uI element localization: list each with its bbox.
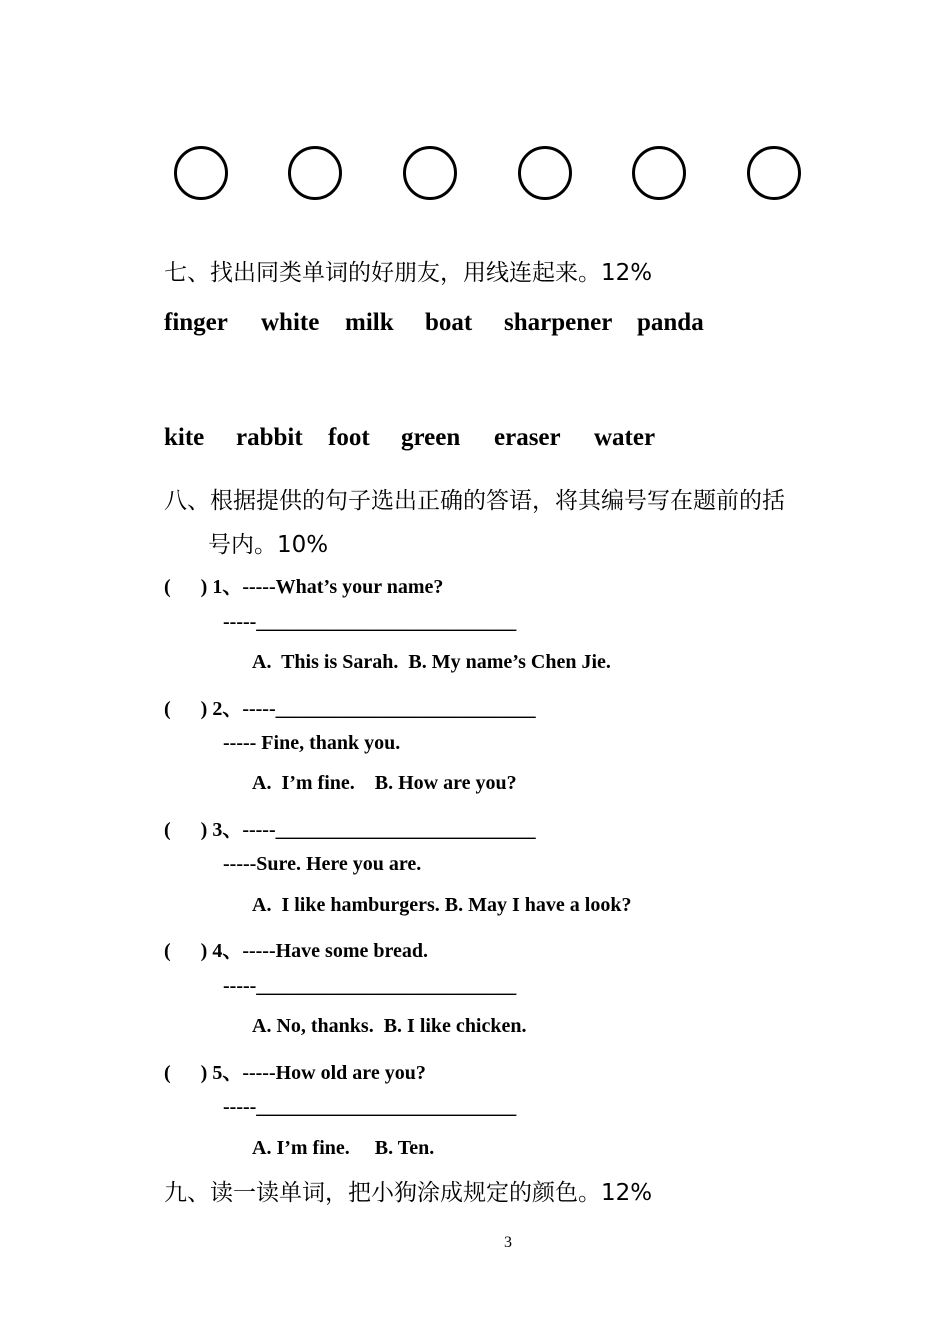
word: kite bbox=[164, 424, 205, 451]
answer-line: -----__________________________ bbox=[223, 611, 517, 633]
section9-heading: 九、读一读单词，把小狗涂成规定的颜色。12% bbox=[164, 1180, 653, 1206]
answer-line: -----__________________________ bbox=[223, 1096, 517, 1118]
word: sharpener bbox=[504, 309, 613, 336]
answer-circle bbox=[747, 146, 801, 200]
options: A. I like hamburgers. B. May I have a look? bbox=[252, 894, 632, 916]
word: eraser bbox=[494, 424, 561, 451]
word: white bbox=[261, 309, 320, 336]
options: A. This is Sarah. B. My name’s Chen Jie. bbox=[252, 651, 611, 673]
section7-heading: 七、找出同类单词的好朋友，用线连起来。12% bbox=[164, 260, 653, 286]
section8-heading: 八、根据提供的句子选出正确的答语，将其编号写在题前的括 bbox=[164, 488, 785, 514]
options: A. I’m fine. B. How are you? bbox=[252, 772, 517, 794]
section8-heading-cont: 号内。10% bbox=[208, 532, 329, 558]
word: foot bbox=[328, 424, 370, 451]
word: panda bbox=[637, 309, 704, 336]
word: water bbox=[594, 424, 656, 451]
options: A. I’m fine. B. Ten. bbox=[252, 1137, 435, 1159]
question: ( ) 3、-----__________________________ bbox=[164, 819, 536, 841]
answer-circle bbox=[288, 146, 342, 200]
question: ( ) 5、-----How old are you? bbox=[164, 1062, 426, 1084]
answer-line: -----__________________________ bbox=[223, 975, 517, 997]
question: ( ) 1、-----What’s your name? bbox=[164, 576, 444, 598]
word: green bbox=[401, 424, 461, 451]
answer-circle bbox=[632, 146, 686, 200]
answer-circle bbox=[403, 146, 457, 200]
word: finger bbox=[164, 309, 228, 336]
options: A. No, thanks. B. I like chicken. bbox=[252, 1015, 527, 1037]
word: rabbit bbox=[236, 424, 303, 451]
question: ( ) 4、-----Have some bread. bbox=[164, 940, 429, 962]
question: ( ) 2、-----__________________________ bbox=[164, 698, 536, 720]
answer-circle bbox=[518, 146, 572, 200]
answer-circle bbox=[174, 146, 228, 200]
answer-line: -----Sure. Here you are. bbox=[223, 853, 422, 875]
answer-line: ----- Fine, thank you. bbox=[223, 732, 401, 754]
word: boat bbox=[425, 309, 473, 336]
page-number: 3 bbox=[504, 1234, 512, 1251]
word: milk bbox=[345, 309, 394, 336]
